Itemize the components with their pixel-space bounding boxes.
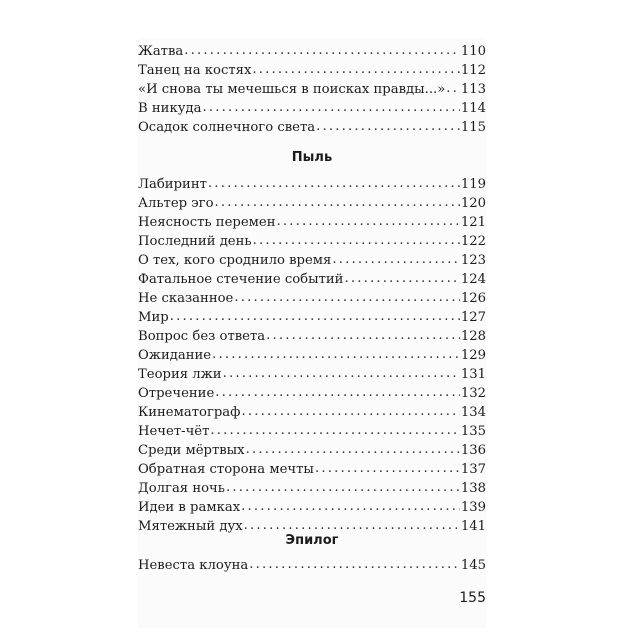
dot-leader bbox=[170, 307, 460, 327]
toc-entry-page: 139 bbox=[460, 500, 486, 515]
toc-entry bbox=[138, 327, 486, 347]
toc-entry bbox=[138, 403, 486, 423]
toc-entry-title: Мир bbox=[138, 310, 169, 325]
dot-leader bbox=[266, 326, 460, 346]
toc-entry-page: 135 bbox=[460, 424, 486, 439]
toc-entry-title: Альтер эго bbox=[138, 196, 214, 211]
toc-entry-title: Мятежный дух bbox=[138, 519, 243, 534]
toc-entry bbox=[138, 556, 486, 576]
toc-entry-page: 138 bbox=[460, 481, 486, 496]
toc-entry-page: 145 bbox=[460, 558, 486, 573]
toc-entry-title: Отречение bbox=[138, 386, 215, 401]
toc-entry-page: 115 bbox=[460, 120, 486, 135]
toc-entry bbox=[138, 80, 486, 100]
toc-entry-page: 141 bbox=[460, 519, 486, 534]
dot-leader bbox=[184, 41, 460, 61]
dot-leader bbox=[208, 174, 460, 194]
toc-entry-title: «И снова ты мечешься в поисках правды...» bbox=[138, 82, 446, 97]
dot-leader bbox=[215, 383, 460, 403]
dot-leader bbox=[332, 250, 459, 270]
toc-entry-title: Невеста клоуна bbox=[138, 558, 249, 573]
dot-leader bbox=[246, 440, 460, 460]
toc-entry-page: 123 bbox=[460, 253, 486, 268]
toc-entry bbox=[138, 289, 486, 309]
toc-entry bbox=[138, 346, 486, 366]
toc-entry-page: 119 bbox=[460, 177, 486, 192]
toc-entry-title: Обратная сторона мечты bbox=[138, 462, 314, 477]
toc-entry-title: Не сказанное bbox=[138, 291, 234, 306]
toc-entry bbox=[138, 479, 486, 499]
dot-leader bbox=[210, 421, 459, 441]
toc-entry-title: В никуда bbox=[138, 101, 202, 116]
toc-entry bbox=[138, 118, 486, 138]
section-heading-epilogue: Эпилог bbox=[285, 533, 339, 548]
dot-leader bbox=[315, 459, 460, 479]
dot-leader bbox=[344, 269, 459, 289]
toc-entry-title: О тех, кого сроднило время bbox=[138, 253, 332, 268]
toc-entry bbox=[138, 175, 486, 195]
toc-entry-title: Жатва bbox=[138, 44, 184, 59]
toc-entry bbox=[138, 308, 486, 328]
dot-leader bbox=[249, 555, 460, 575]
toc-entry bbox=[138, 251, 486, 271]
toc-entry-page: 122 bbox=[460, 234, 486, 249]
toc-entry-page: 137 bbox=[460, 462, 486, 477]
dot-leader bbox=[226, 478, 460, 498]
dot-leader bbox=[241, 402, 459, 422]
toc-entry bbox=[138, 270, 486, 290]
dot-leader bbox=[253, 231, 460, 251]
toc-entry-page: 131 bbox=[460, 367, 486, 382]
toc-entry bbox=[138, 42, 486, 62]
toc-entry-page: 121 bbox=[460, 215, 486, 230]
toc-entry-page: 114 bbox=[460, 101, 486, 116]
toc-entry bbox=[138, 460, 486, 480]
toc-entry bbox=[138, 232, 486, 252]
dot-leader bbox=[202, 98, 459, 118]
toc-entry bbox=[138, 365, 486, 385]
dot-leader bbox=[276, 212, 459, 232]
toc-entry-page: 129 bbox=[460, 348, 486, 363]
dot-leader bbox=[316, 117, 460, 137]
toc-entry-page: 136 bbox=[460, 443, 486, 458]
toc-entry-page: 128 bbox=[460, 329, 486, 344]
toc-entry bbox=[138, 422, 486, 442]
toc-entry-title: Танец на костях bbox=[138, 63, 252, 78]
toc-entry-title: Вопрос без ответа bbox=[138, 329, 266, 344]
toc-entry-title: Теория лжи bbox=[138, 367, 222, 382]
dot-leader bbox=[234, 288, 459, 308]
toc-entry-title: Нечет-чёт bbox=[138, 424, 210, 439]
toc-entry-title: Последний день bbox=[138, 234, 252, 249]
dot-leader bbox=[252, 60, 459, 80]
toc-entry-title: Фатальное стечение событий bbox=[138, 272, 344, 287]
toc-entry-title: Среди мёртвых bbox=[138, 443, 245, 458]
toc-entry-title: Осадок солнечного света bbox=[138, 120, 316, 135]
section-heading-dust: Пыль bbox=[291, 150, 333, 165]
dot-leader bbox=[215, 193, 460, 213]
toc-entry-page: 112 bbox=[460, 63, 486, 78]
dot-leader bbox=[223, 364, 460, 384]
toc-entry bbox=[138, 498, 486, 518]
toc-entry bbox=[138, 384, 486, 404]
toc-entry-title: Долгая ночь bbox=[138, 481, 225, 496]
toc-entry-page: 124 bbox=[460, 272, 486, 287]
toc-entry-title: Неясность перемен bbox=[138, 215, 276, 230]
toc-entry bbox=[138, 61, 486, 81]
dot-leader bbox=[241, 497, 460, 517]
toc-entry-title: Кинематограф bbox=[138, 405, 241, 420]
toc-entry bbox=[138, 99, 486, 119]
toc-entry-page: 110 bbox=[460, 44, 486, 59]
toc-entry-page: 132 bbox=[460, 386, 486, 401]
dot-leader bbox=[446, 79, 460, 99]
toc-entry bbox=[138, 213, 486, 233]
toc-entry-page: 120 bbox=[460, 196, 486, 211]
dot-leader bbox=[212, 345, 460, 365]
toc-entry bbox=[138, 194, 486, 214]
toc-entry-title: Ожидание bbox=[138, 348, 212, 363]
page-number: 155 bbox=[459, 590, 486, 606]
toc-entry bbox=[138, 441, 486, 461]
toc-entry-title: Идеи в рамках bbox=[138, 500, 241, 515]
toc-entry-page: 113 bbox=[460, 82, 486, 97]
toc-entry-page: 126 bbox=[460, 291, 486, 306]
toc-entry-page: 134 bbox=[460, 405, 486, 420]
toc-entry-page: 127 bbox=[460, 310, 486, 325]
toc-entry-title: Лабиринт bbox=[138, 177, 207, 192]
